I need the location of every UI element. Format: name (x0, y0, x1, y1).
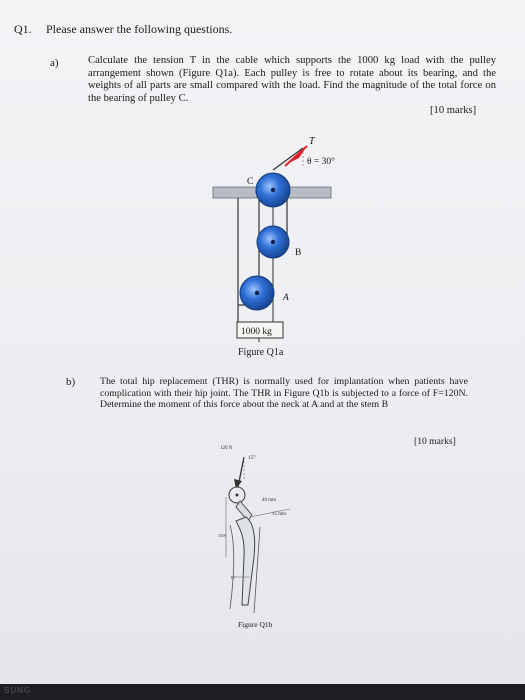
part-a-marks: [10 marks] (430, 105, 477, 116)
figure-q1b-hip-implant (190, 437, 320, 622)
tension-label: T (309, 136, 315, 147)
pulley-a-label: A (283, 293, 289, 303)
tension-cable (273, 148, 303, 170)
part-b-text: The total hip replacement (THR) is normally used for implantation when patients have complication with their hip joint. The THR in Figure Q1b is subjected to a force of F=120N. Determine the moment of this force about the neck at A and at the stem B (100, 376, 468, 410)
dimension-2: 15 mm (272, 512, 287, 517)
question-intro: Please answer the following questions. (46, 22, 233, 36)
force-label: 120 N (220, 446, 233, 451)
force-angle-label: 15° (248, 455, 256, 461)
monitor-bezel (0, 684, 525, 700)
ceiling-support-right (287, 187, 331, 198)
implant-stem (236, 517, 255, 605)
dimension-3: 150° (218, 533, 227, 538)
angle-label: θ = 30° (307, 157, 335, 167)
dimension-1: 40 mm (262, 498, 277, 503)
load-label: 1000 kg (241, 327, 272, 337)
question-number: Q1. (14, 22, 32, 36)
figure-q1b-caption: Figure Q1b (238, 620, 273, 629)
part-b-marks: [10 marks] (414, 436, 456, 447)
monitor-brand: SUNG (4, 686, 32, 695)
part-a-text: Calculate the tension T in the cable which supports the 1000 kg load with the pulley arrangement shown (Figure Q1a). Each pulley is free to rotate about its bearing, and the weights of all parts are small compared with the load. Find the magnitude of the total force on the bearing of pulley C. (88, 55, 496, 104)
part-b-label: b) (66, 376, 76, 388)
figure-q1a-pulley-diagram (195, 130, 355, 348)
dimension-4: 10° (230, 575, 237, 580)
ceiling-support-left (213, 187, 257, 198)
pulley-c-label: C (247, 177, 254, 187)
part-a-label: a) (50, 57, 59, 69)
figure-q1a-caption: Figure Q1a (238, 347, 284, 358)
pulley-b-label: B (295, 248, 302, 258)
